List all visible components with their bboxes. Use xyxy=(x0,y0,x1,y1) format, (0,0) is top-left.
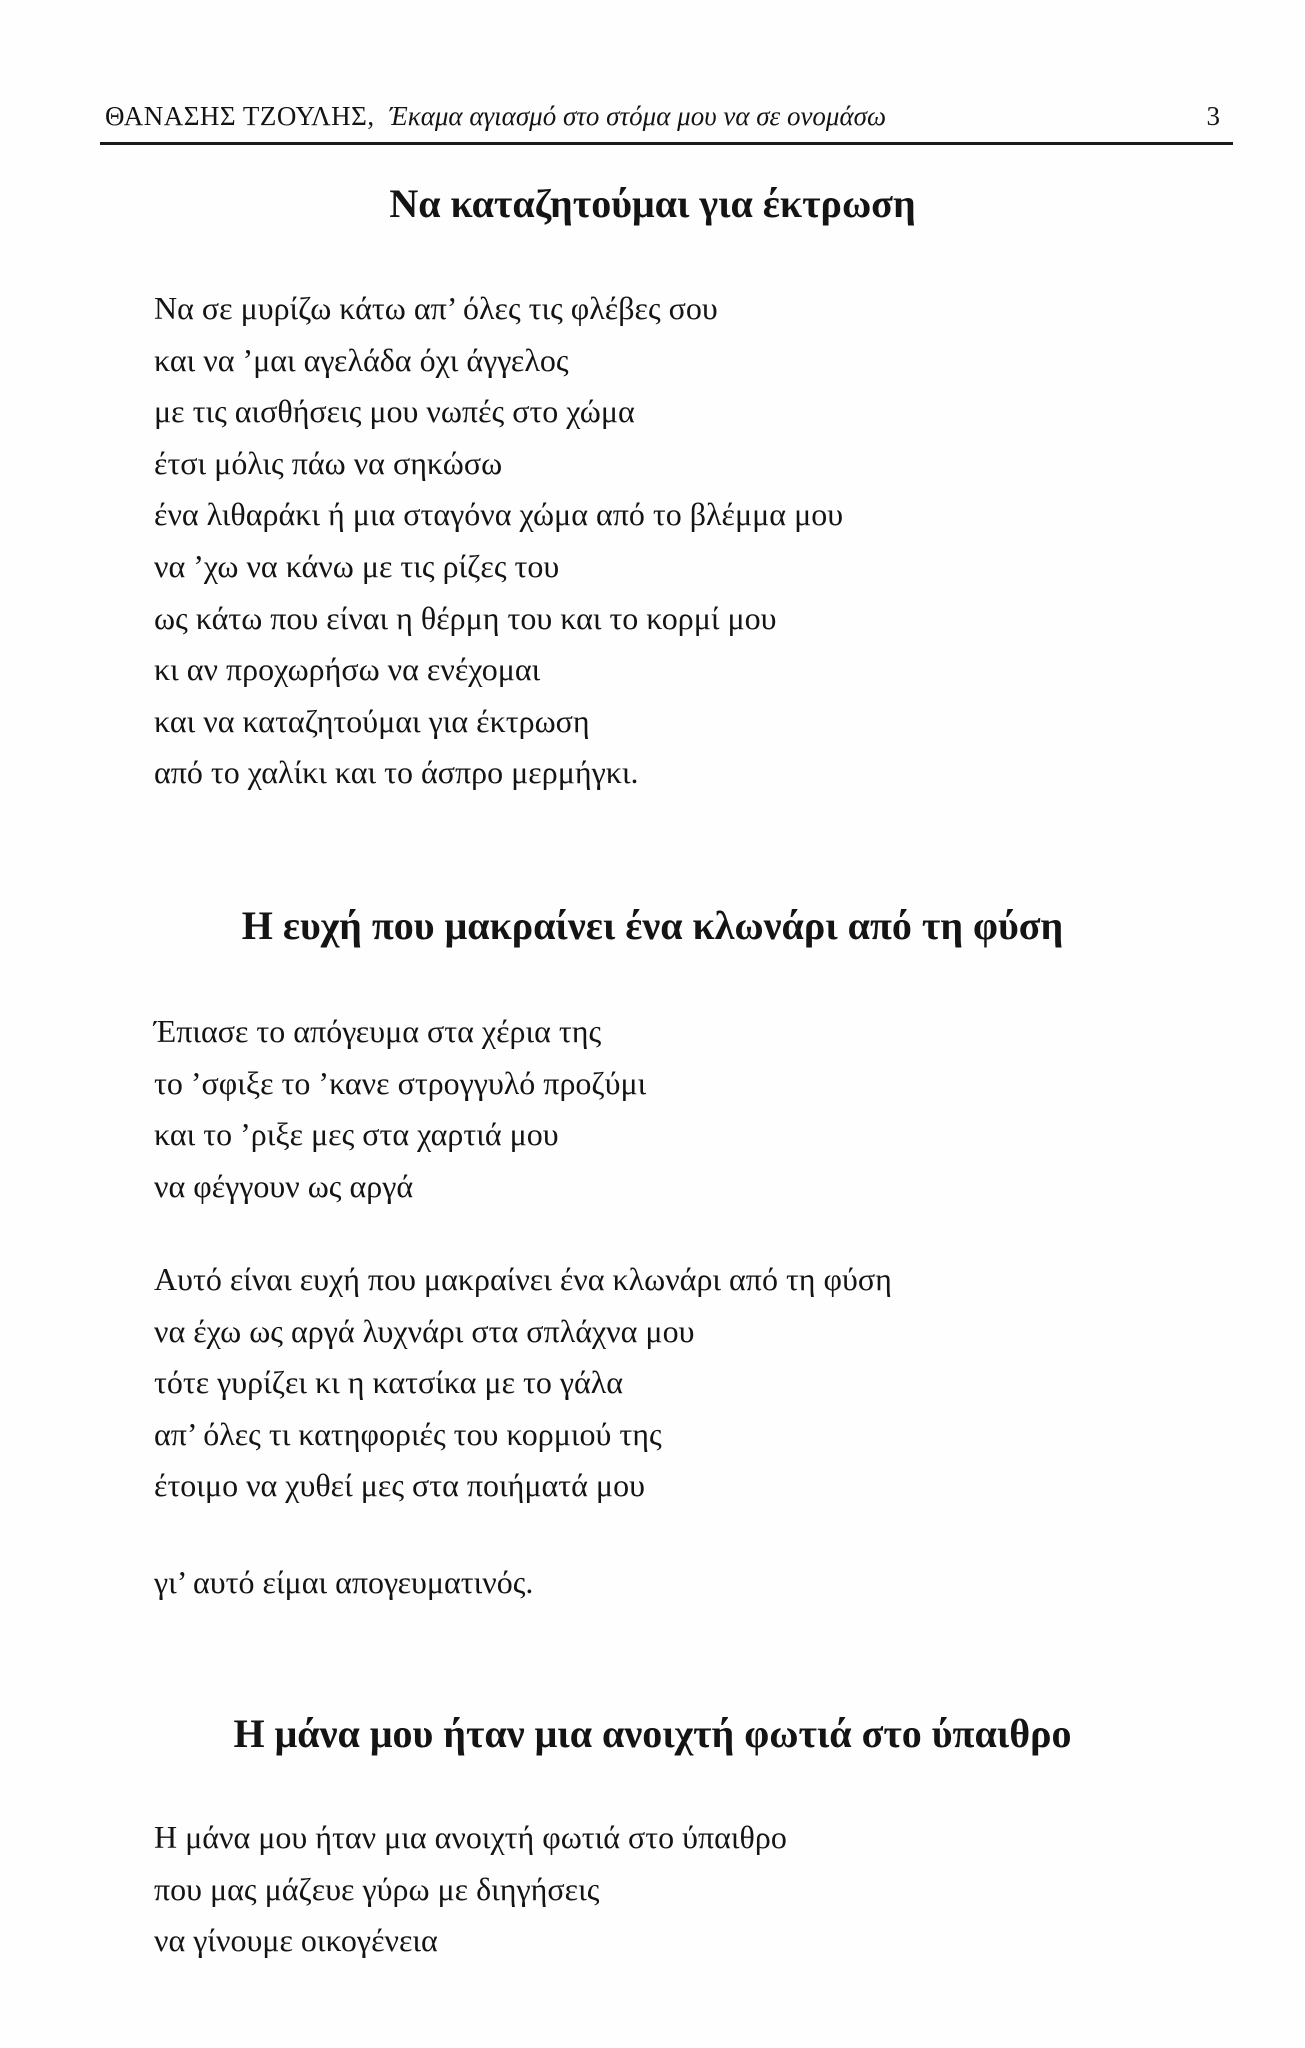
poem-line: ως κάτω που είναι η θέρμη του και το κορμί μου xyxy=(154,599,777,636)
poem-line: Έπιασε το απόγευμα στα χέρια της xyxy=(154,1013,602,1049)
poem-line: έτσι μόλις πάω να σηκώσω xyxy=(154,444,503,481)
poem-line: έτοιμο να χυθεί μες στα ποιήματά μου xyxy=(154,1467,645,1504)
poem-line: με τις αισθήσεις μου νωπές στο χώμα xyxy=(154,393,635,430)
poem-line: από το χαλίκι και το άσπρο μερμήγκι. xyxy=(154,754,639,791)
poem-title: Η ευχή που μακραίνει ένα κλωνάρι από τη φύση xyxy=(241,903,1064,948)
poem-line: που μας μάζευε γύρω με διηγήσεις xyxy=(154,1870,600,1907)
poem-line: και να καταζητούμαι για έκτρωση xyxy=(154,702,590,739)
header-book-title: Έκαμα αγιασμό στο στόμα μου να σε ονομάσω xyxy=(389,101,887,131)
poem-stanza xyxy=(154,1254,892,1512)
poem-line: Η μάνα μου ήταν μια ανοιχτή φωτιά στο ύπαιθρο xyxy=(154,1819,787,1855)
poem-line: να ’χω να κάνω με τις ρίζες του xyxy=(154,547,560,584)
poem-line: ένα λιθαράκι ή μια σταγόνα χώμα από το βλέμμα μου xyxy=(154,496,844,533)
poem-line: να γίνουμε οικογένεια xyxy=(154,1922,438,1959)
poem-line: Αυτό είναι ευχή που μακραίνει ένα κλωνάρι από τη φύση xyxy=(154,1261,892,1297)
poem-line: τότε γυρίζει κι η κατσίκα με το γάλα xyxy=(154,1364,624,1401)
poem-stanza xyxy=(154,283,843,799)
poem-line: Να σε μυρίζω κάτω απ’ όλες τις φλέβες σου xyxy=(154,290,718,326)
poem-line: κι αν προχωρήσω να ενέχομαι xyxy=(154,651,541,688)
running-header xyxy=(105,96,1230,136)
poem-stanza xyxy=(154,1812,787,1967)
poem-line: απ’ όλες τι κατηφοριές του κορμιού της xyxy=(154,1415,662,1452)
poem-stanza xyxy=(154,1006,646,1212)
poem-title: Να καταζητούμαι για έκτρωση xyxy=(389,181,916,226)
poem-title: Η μάνα μου ήταν μια ανοιχτή φωτιά στο ύπαιθρο xyxy=(233,1711,1072,1756)
header-author: ΘΑΝΑΣΗΣ ΤΖΟΥΛΗΣ, xyxy=(105,101,375,131)
header-rule xyxy=(100,142,1233,145)
poem-line: γι’ αυτό είμαι απογευματινός. xyxy=(154,1564,534,1600)
poem-line: να φέγγουν ως αργά xyxy=(154,1167,414,1204)
poem-line: και να ’μαι αγελάδα όχι άγγελος xyxy=(154,341,569,378)
poem-line: να έχω ως αργά λυχνάρι στα σπλάχνα μου xyxy=(154,1312,695,1349)
page-number: 3 xyxy=(1206,101,1220,131)
poem-line: το ’σφιξε το ’κανε στρογγυλό προζύμι xyxy=(154,1064,647,1101)
poem-line: και το ’ριξε μες στα χαρτιά μου xyxy=(154,1116,559,1153)
poem-stanza xyxy=(154,1557,533,1609)
